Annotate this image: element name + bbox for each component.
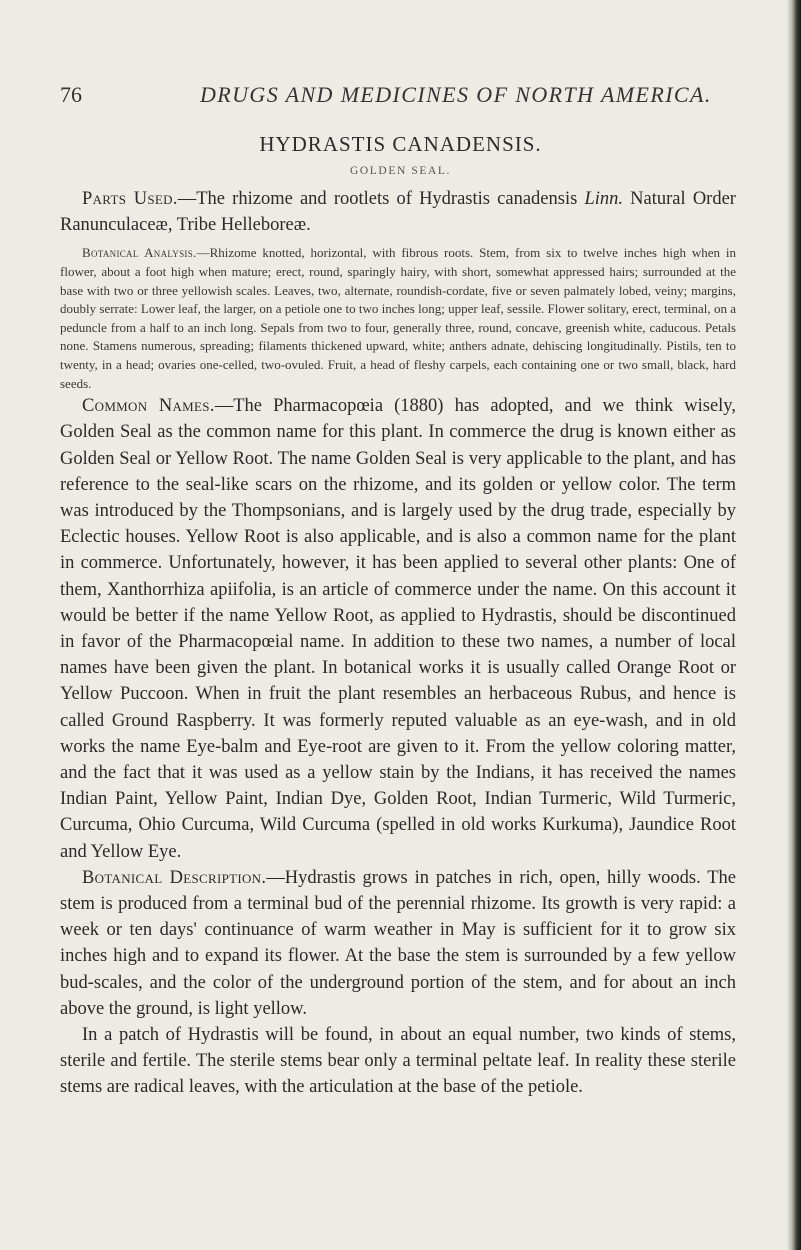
parts-used-label: Parts Used. [82, 189, 178, 209]
page-body [60, 186, 736, 1101]
parts-used-paragraph [60, 186, 736, 238]
common-names-text: —The Pharmacopœia (1880) has adopted, and we think wisely, Golden Seal as the common name for this plant. In commerce the drug is known either as Golden Seal or Yellow Root. The name Golden Seal is very applicable to the plant, and has reference to the seal-like scars on the rhizome, and its golden or yellow color. The term was introduced by the Thompsonians, and is largely used by the drug trade, especially by Eclectic houses. Yellow Root is also applicable, and is also a common name for the plant in commerce. Unfortunately, however, it has been applied to several other plants: One of them, Xanthorrhiza apiifolia, is an article of commerce under the name. On this account it would be better if the name Yellow Root, as applied to Hydrastis, should be discontinued in favor of the Pharmacopœial name. In addition to these two names, a number of local names have been given the plant. In botanical works it is usually called Orange Root or Yellow Puccoon. When in fruit the plant resembles an herbaceous Rubus, and hence is called Ground Raspberry. It was formerly reputed valuable as an eye-wash, and in old works the name Eye-balm and Eye-root are given to it. From the yellow coloring matter, and the fact that it was used as a yellow stain by the Indians, it has received the names Indian Paint, Yellow Paint, Indian Dye, Golden Root, Indian Turmeric, Wild Turmeric, Curcuma, Ohio Curcuma, Wild Curcuma (spelled in old works Kurkuma), Jaundice Root and Yellow Eye. [60, 396, 736, 862]
page-number: 76 [60, 82, 82, 107]
botanical-analysis-label: Botanical Analysis. [82, 245, 197, 261]
botanical-description-label: Botanical Description. [82, 867, 267, 888]
parts-used-order: Natural Order Ranunculaceæ, Tribe Helleboreæ. [60, 189, 736, 236]
running-title: DRUGS AND MEDICINES OF NORTH AMERICA. [200, 82, 712, 107]
common-names-paragraph [60, 393, 736, 865]
common-names-label: Common Names. [82, 396, 215, 417]
botanical-analysis-paragraph [60, 244, 736, 393]
section-subtitle: GOLDEN SEAL. [350, 165, 451, 177]
patch-paragraph: In a patch of Hydrastis will be found, in about an equal number, two kinds of stems, sterile and fertile. The sterile stems bear only a terminal peltate leaf. In reality these sterile stems are radical leaves, with the articulation at the base of the petiole. [60, 1025, 736, 1098]
botanical-description-paragraph [60, 865, 736, 1022]
botanical-description-text: —Hydrastis grows in patches in rich, open, hilly woods. The stem is produced from a terminal bud of the perennial rhizome. Its growth is very rapid: a week or ten days' continuance of warm weather in May is sufficient for it to grow six inches high and to expand its flower. At the base the stem is surrounded by a few yellow bud-scales, and the color of the underground portion of the stem, and for about an inch above the ground, is light yellow. [60, 867, 736, 1019]
parts-used-text: —The rhizome and rootlets of Hydrastis canadensis [177, 189, 585, 209]
page-header [60, 82, 740, 110]
page-edge-shadow [787, 0, 801, 1250]
section-title: HYDRASTIS CANADENSIS. [259, 132, 542, 156]
parts-used-authority: Linn. [584, 189, 624, 209]
botanical-analysis-text: —Rhizome knotted, horizontal, with fibrous roots. Stem, from six to twelve inches high when in flower, about a foot high when mature; erect, round, sparingly hairy, with short, somewhat appressed hairs; surrounded at the base with two or three yellowish scales. Leaves, two, alternate, roundish-cordate, five or seven palmately lobed, veiny; margins, doubly serrate: Lower leaf, the larger, on a petiole one to two inches long; upper leaf, sessile. Flower solitary, erect, terminal, on a peduncle from a half to an inch long. Sepals from two to four, generally three, round, concave, greenish white, caducous. Petals none. Stamens numerous, spreading; filaments thickened upward, white; anthers adnate, dehiscing longitudinally. Pistils, ten to twenty, in a head; ovaries one-celled, two-ovuled. Fruit, a head of fleshy carpels, each containing one or two small, black, hard seeds. [60, 245, 736, 391]
